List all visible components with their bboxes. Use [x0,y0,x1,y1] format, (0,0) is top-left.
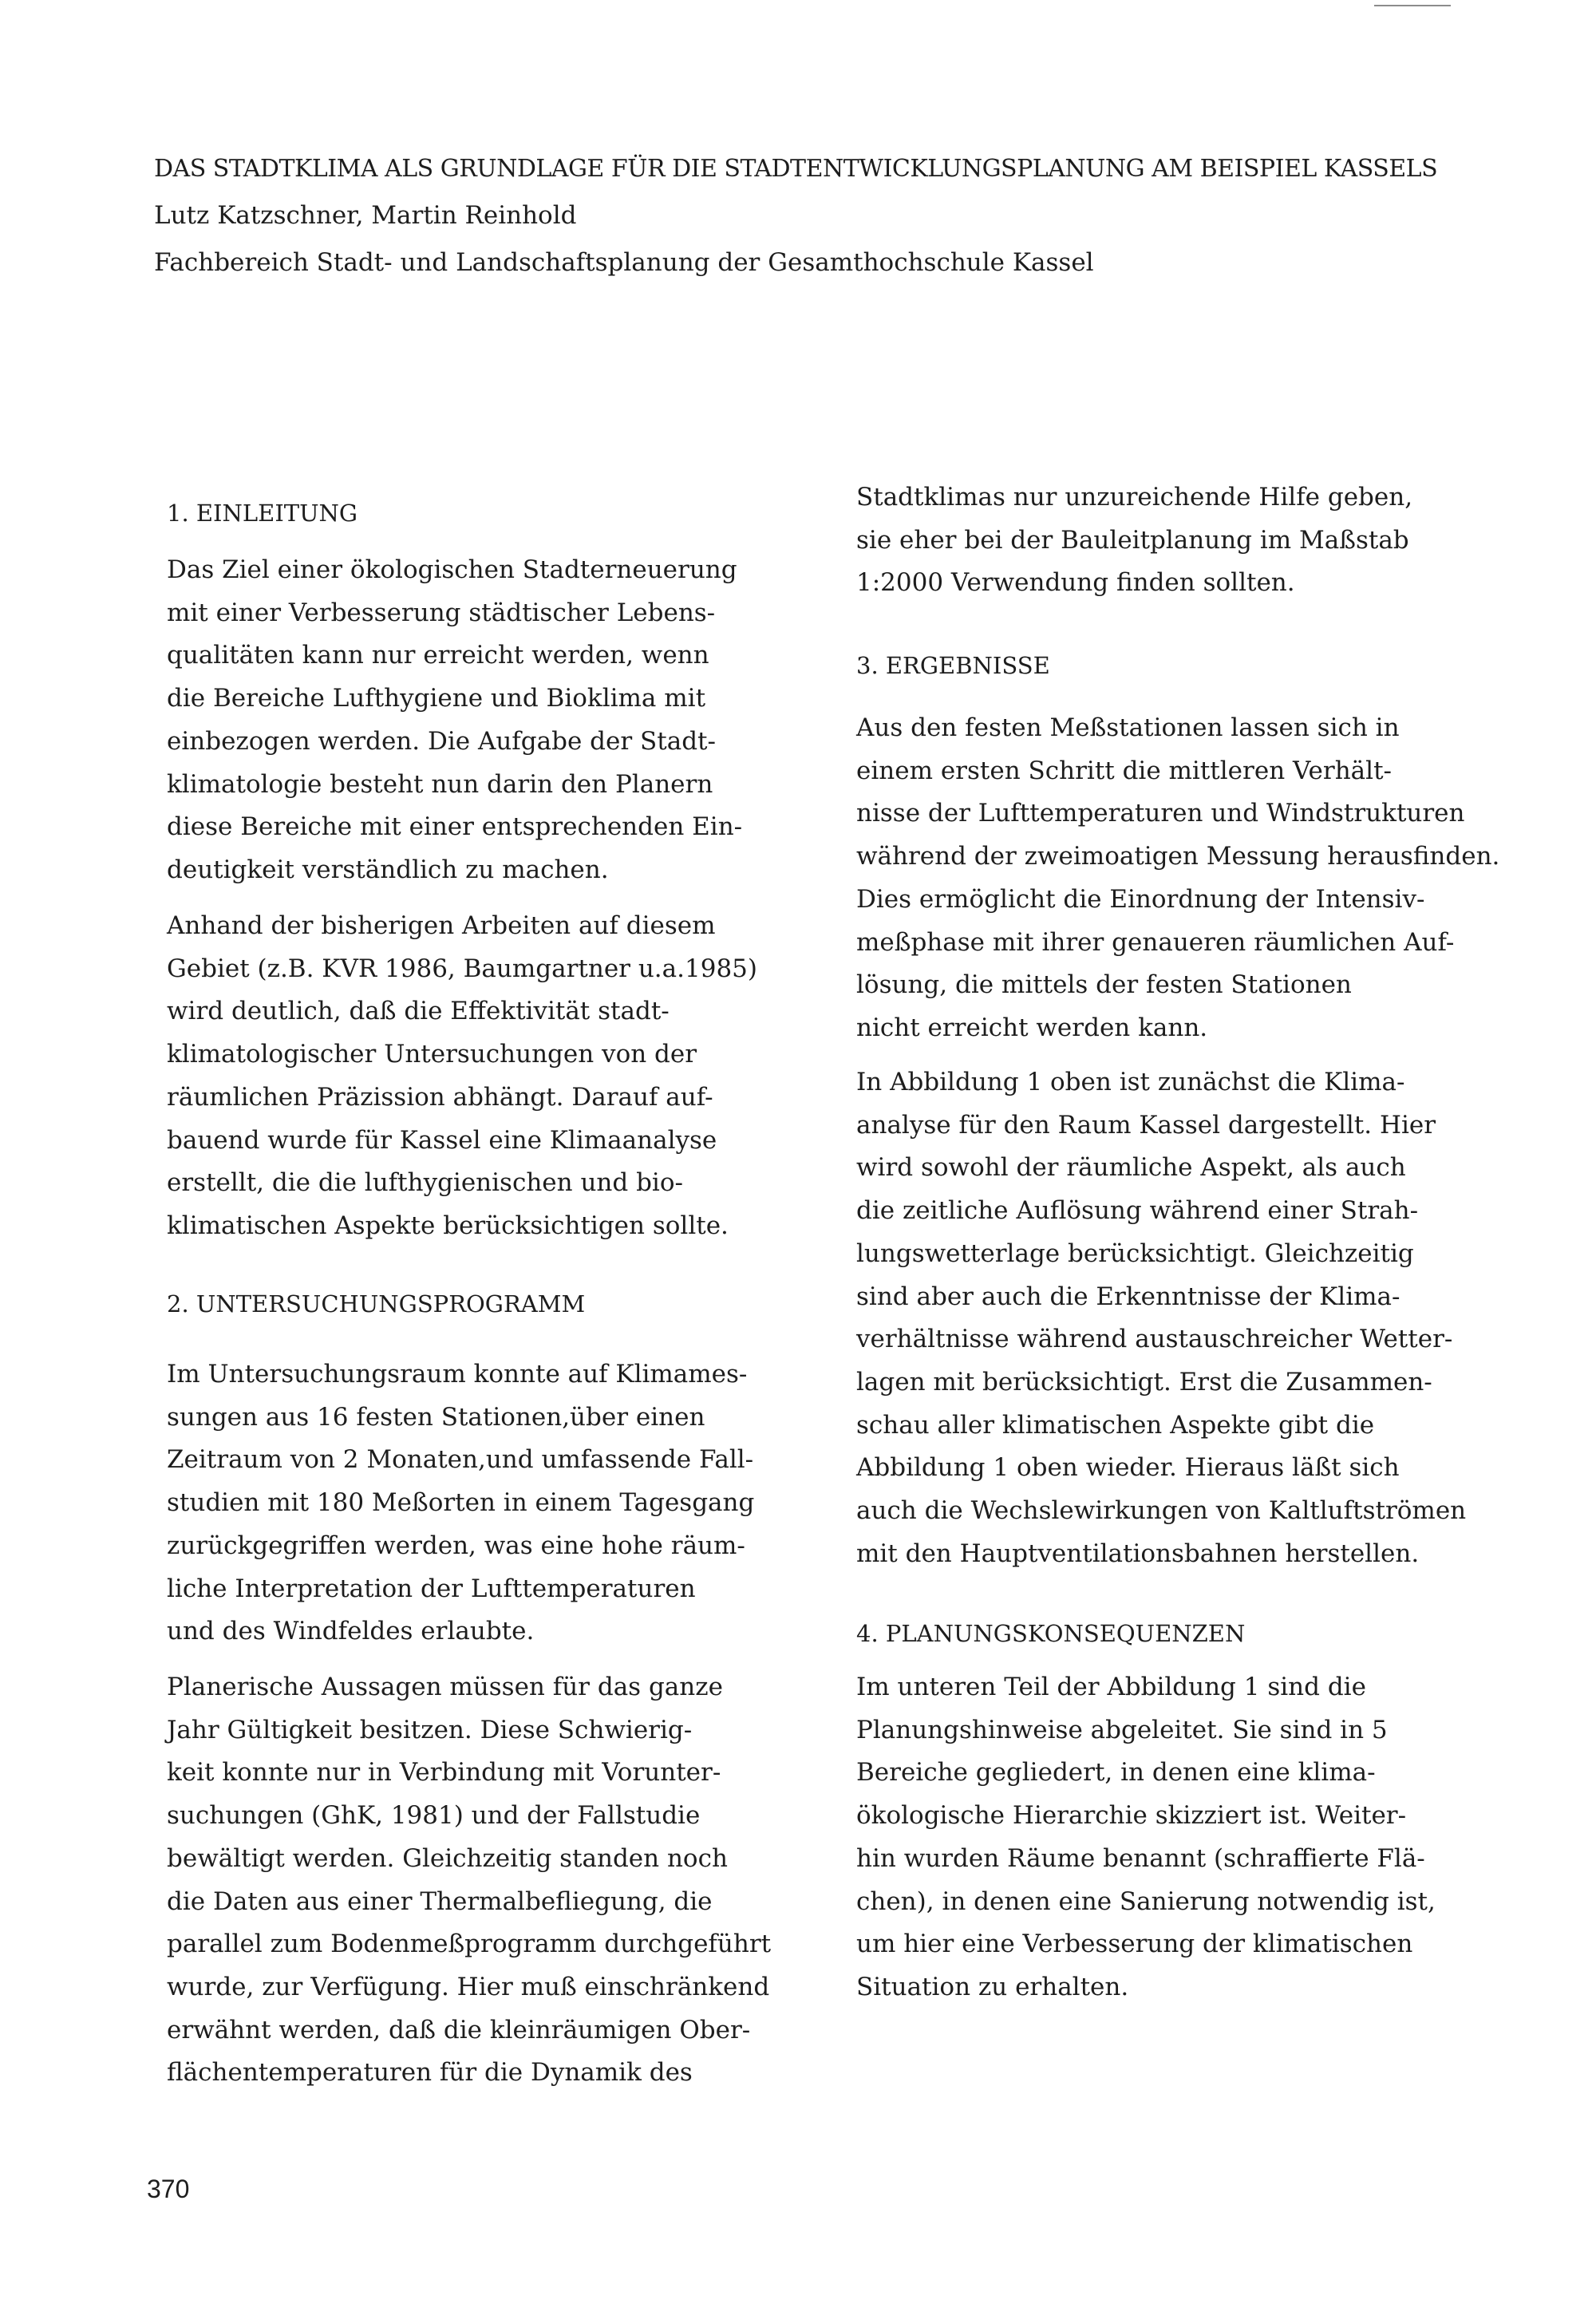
text-line: sind aber auch die Erkenntnisse der Klima- [856,1282,1400,1311]
section-heading-ergebnisse: 3. ERGEBNISSE [856,652,1050,679]
text-line: mit den Hauptventilationsbahnen herstellen. [856,1539,1420,1568]
paragraph-ergebnisse-1 [856,707,1511,1050]
section-heading-einleitung: 1. EINLEITUNG [167,500,358,527]
text-line: Abbildung 1 oben wieder. Hieraus läßt sich [856,1453,1400,1483]
text-line: klimatologischer Untersuchungen von der [167,1040,697,1069]
text-line: schau aller klimatischen Aspekte gibt die [856,1410,1375,1440]
text-line: In Abbildung 1 oben ist zunächst die Klima- [856,1068,1405,1096]
text-line: Aus den festen Meßstationen lassen sich in [856,713,1400,742]
text-line: nicht erreicht werden kann. [856,1013,1208,1042]
text-line: die zeitliche Auflösung während einer Strah- [856,1196,1419,1226]
text-line: sie eher bei der Bauleitplanung im Maßstab [856,525,1409,555]
text-line: klimatologie besteht nun darin den Planern [167,769,713,799]
text-line: verhältnisse während austauschreicher Wetter- [856,1325,1453,1354]
text-line: einem ersten Schritt die mittleren Verhält- [856,756,1393,785]
text-line: um hier eine Verbesserung der klimatischen [856,1930,1413,1959]
text-line: keit konnte nur in Verbindung mit Vorunter- [167,1758,721,1788]
text-line: Das Ziel einer ökologischen Stadterneuerung [167,555,737,584]
text-line: wird deutlich, daß die Effektivität stadt- [167,997,670,1026]
text-line: studien mit 180 Meßorten in einem Tagesgang [167,1488,755,1518]
text-line: analyse für den Raum Kassel dargestellt. Hier [856,1110,1436,1140]
text-line: lagen mit berücksichtigt. Erst die Zusammen- [856,1367,1432,1397]
text-line: Im unteren Teil der Abbildung 1 sind die [856,1673,1366,1701]
page-number: 370 [147,2175,190,2203]
text-line: erwähnt werden, daß die kleinräumigen Ober- [167,2015,751,2044]
text-line: Planerische Aussagen müssen für das ganze [167,1673,723,1701]
text-line: auch die Wechslewirkungen von Kaltluftströmen [856,1496,1467,1526]
paper-header [154,145,1511,286]
text-line: Planungshinweise abgeleitet. Sie sind in 5 [856,1715,1388,1744]
paragraph-einleitung-2 [167,905,797,1248]
text-line: deutigkeit verständlich zu machen. [167,855,609,884]
text-line: Jahr Gültigkeit besitzen. Diese Schwierig- [167,1715,693,1744]
paper-authors: Lutz Katzschner, Martin Reinhold [154,201,577,230]
text-line: flächentemperaturen für die Dynamik des [167,2058,693,2088]
text-line: diese Bereiche mit einer entsprechenden Ein- [167,812,743,842]
text-line: Im Untersuchungsraum konnte auf Klimames- [167,1360,748,1389]
text-line: 1:2000 Verwendung finden sollten. [856,568,1295,598]
text-line: lungswetterlage berücksichtigt. Gleichzeitig [856,1238,1414,1268]
text-line: wird sowohl der räumliche Aspekt, als auch [856,1153,1406,1183]
text-line: mit einer Verbesserung städtischer Lebens- [167,598,716,627]
text-line: und des Windfeldes erlaubte. [167,1617,535,1646]
section-heading-planungskonsequenzen: 4. PLANUNGSKONSEQUENZEN [856,1620,1246,1647]
text-line: klimatischen Aspekte berücksichtigen sollte. [167,1211,729,1240]
text-line: Zeitraum von 2 Monaten,und umfassende Fall- [167,1445,754,1475]
text-line: Situation zu erhalten. [856,1972,1129,2001]
text-line: wurde, zur Verfügung. Hier muß einschränkend [167,1972,770,2001]
text-line: liche Interpretation der Lufttemperaturen [167,1574,696,1603]
text-line: parallel zum Bodenmeßprogramm durchgeführt [167,1930,772,1959]
text-line: bauend wurde für Kassel eine Klimaanalyse [167,1125,717,1155]
text-line: qualitäten kann nur erreicht werden, wenn [167,641,709,670]
text-line: ökologische Hierarchie skizziert ist. Weiter- [856,1801,1407,1831]
text-line: während der zweimoatigen Messung herausfinden. [856,842,1500,871]
text-line: Bereiche gegliedert, in denen eine klima- [856,1758,1376,1788]
text-line: chen), in denen eine Sanierung notwendig ist, [856,1886,1436,1916]
text-line: Anhand der bisherigen Arbeiten auf diesem [167,911,716,940]
text-line: suchungen (GhK, 1981) und der Fallstudie [167,1801,701,1831]
section-heading-untersuchungsprogramm: 2. UNTERSUCHUNGSPROGRAMM [167,1290,586,1317]
paragraph-untersuchungsprogramm-2 [167,1666,797,2095]
text-line: zurückgegriffen werden, was eine hohe räum- [167,1531,745,1560]
text-line: einbezogen werden. Die Aufgabe der Stadt- [167,726,716,756]
text-line: erstellt, die die lufthygienischen und bio- [167,1168,683,1198]
text-line: räumlichen Präzission abhängt. Darauf auf- [167,1082,713,1112]
text-line: lösung, die mittels der festen Stationen [856,970,1352,1000]
text-line: bewältigt werden. Gleichzeitig standen noch [167,1843,728,1873]
text-line: meßphase mit ihrer genaueren räumlichen Auf- [856,927,1455,957]
paragraph-einleitung-1 [167,549,797,892]
text-line: Stadtklimas nur unzureichende Hilfe geben, [856,483,1413,512]
paragraph-continuation [856,476,1511,605]
text-line: Gebiet (z.B. KVR 1986, Baumgartner u.a.1985) [167,954,757,983]
paragraph-planungskonsequenzen-1 [856,1666,1511,2009]
page-top-rule [1374,5,1451,6]
text-line: die Bereiche Lufthygiene und Bioklima mit [167,684,706,713]
text-line: sungen aus 16 festen Stationen,über einen [167,1402,705,1432]
paragraph-ergebnisse-2 [856,1061,1511,1575]
text-line: hin wurden Räume benannt (schraffierte Flä- [856,1843,1425,1873]
paper-affiliation: Fachbereich Stadt- und Landschaftsplanung der Gesamthochschule Kassel [154,248,1094,277]
text-line: die Daten aus einer Thermalbefliegung, die [167,1886,713,1916]
text-line: nisse der Lufttemperaturen und Windstrukturen [856,799,1465,828]
text-line: Dies ermöglicht die Einordnung der Intensiv- [856,884,1425,914]
paragraph-untersuchungsprogramm-1 [167,1353,797,1653]
paper-title: DAS STADTKLIMA ALS GRUNDLAGE FÜR DIE STADTENTWICKLUNGSPLANUNG AM BEISPIEL KASSELS [154,155,1438,183]
